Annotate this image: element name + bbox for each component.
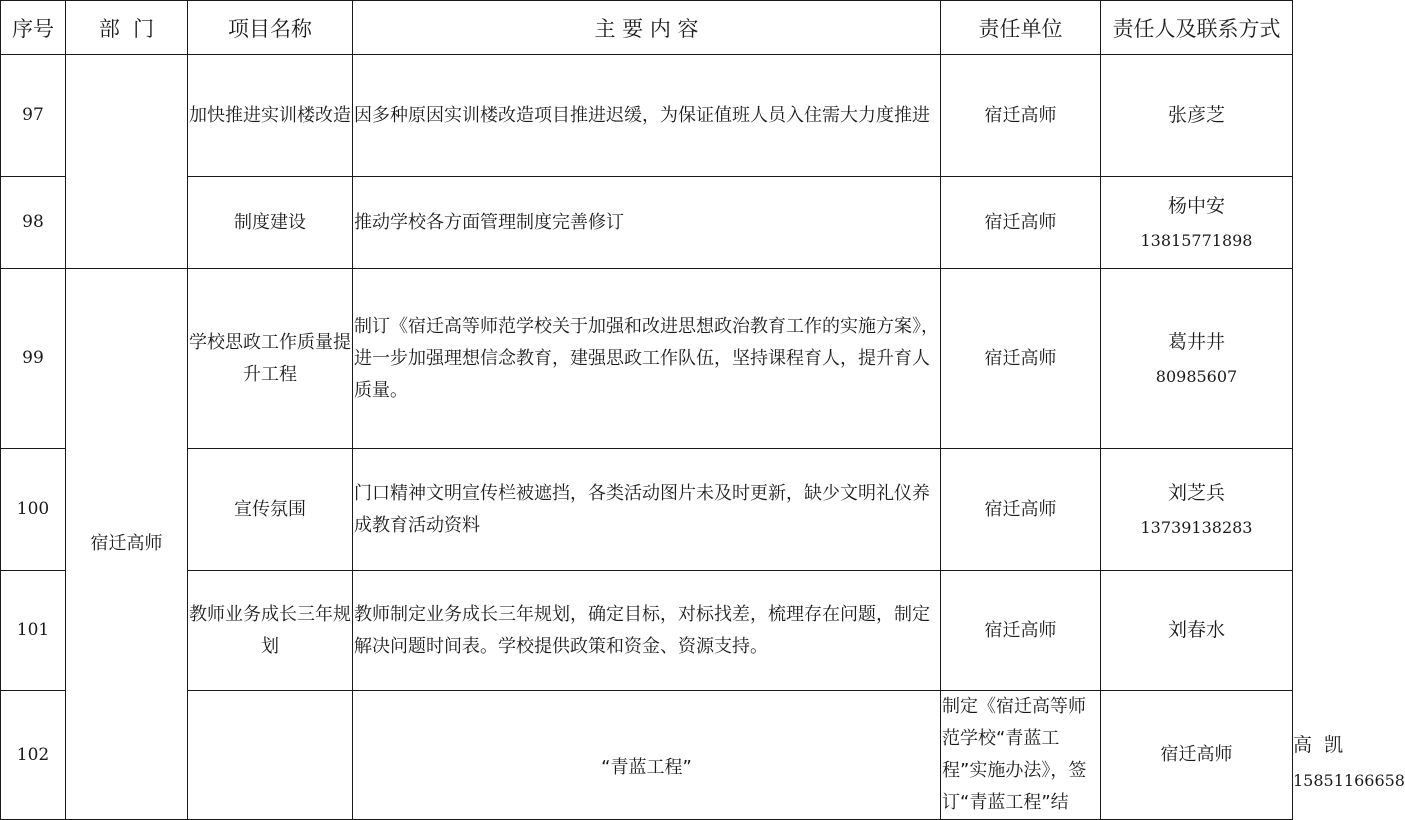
person-name: 杨中安 bbox=[1167, 194, 1225, 217]
responsible-person-cell bbox=[1101, 269, 1293, 449]
main-content: 因多种原因实训楼改造项目推进迟缓，为保证值班人员入住需大力度推进 bbox=[353, 55, 941, 177]
header-num: 序号 bbox=[1, 1, 66, 55]
project-name: 加快推进实训楼改造 bbox=[188, 55, 353, 177]
row-number: 99 bbox=[1, 269, 66, 449]
project-name: 教师业务成长三年规划 bbox=[188, 571, 353, 691]
main-content: 制定《宿迁高等师范学校“青蓝工程”实施办法》，签订“青蓝工程”结 bbox=[941, 691, 1101, 820]
person-name: 刘春水 bbox=[1167, 619, 1225, 642]
table-row bbox=[1, 55, 1293, 177]
project-name: 学校思政工作质量提升工程 bbox=[188, 269, 353, 449]
table-row: 102 “青蓝工程” 制定《宿迁高等师范学校“青蓝工程”实施办法》，签订“青蓝工程”结 宿迁高师 高 凯 15851166658 bbox=[1, 691, 1293, 820]
person-phone: 13815771898 bbox=[1140, 231, 1253, 251]
person-phone: 13739138283 bbox=[1140, 518, 1253, 538]
department-cell: 宿迁高师 bbox=[66, 269, 188, 820]
header-unit: 责任单位 bbox=[941, 1, 1101, 55]
header-name: 项目名称 bbox=[188, 1, 353, 55]
main-content: 教师制定业务成长三年规划，确定目标，对标找差，梳理存在问题，制定解决问题时间表。学校提供政策和资金、资源支持。 bbox=[353, 571, 941, 691]
responsible-unit: 宿迁高师 bbox=[941, 55, 1101, 177]
table-row bbox=[1, 269, 1293, 449]
row-number: 98 bbox=[1, 177, 66, 269]
person-name: 张彦芝 bbox=[1167, 104, 1225, 127]
table-row bbox=[1, 449, 1293, 571]
responsible-unit: 宿迁高师 bbox=[941, 177, 1101, 269]
project-name: 制度建设 bbox=[188, 177, 353, 269]
person-phone: 80985607 bbox=[1155, 367, 1238, 387]
header-content: 主 要 内 容 bbox=[353, 1, 941, 55]
responsible-unit: 宿迁高师 bbox=[941, 449, 1101, 571]
responsible-unit: 宿迁高师 bbox=[941, 571, 1101, 691]
responsible-unit: 宿迁高师 bbox=[1101, 691, 1293, 820]
main-content: 制订《宿迁高等师范学校关于加强和改进思想政治教育工作的实施方案》，进一步加强理想信念教育，建强思政工作队伍，坚持课程育人，提升育人质量。 bbox=[353, 269, 941, 449]
header-row bbox=[1, 1, 1293, 55]
responsible-person-cell bbox=[1101, 55, 1293, 177]
main-content: 门口精神文明宣传栏被遮挡，各类活动图片未及时更新，缺少文明礼仪养成教育活动资料 bbox=[353, 449, 941, 571]
person-name: 葛井井 bbox=[1167, 330, 1225, 353]
responsible-unit: 宿迁高师 bbox=[941, 269, 1101, 449]
main-content: 推动学校各方面管理制度完善修订 bbox=[353, 177, 941, 269]
table-row bbox=[1, 177, 1293, 269]
responsible-person-cell bbox=[1101, 177, 1293, 269]
header-dept: 部 门 bbox=[66, 1, 188, 55]
project-name: “青蓝工程” bbox=[353, 691, 941, 820]
responsible-person-cell bbox=[1101, 449, 1293, 571]
row-number: 102 bbox=[1, 691, 66, 820]
project-name: 宣传氛围 bbox=[188, 449, 353, 571]
row-number: 97 bbox=[1, 55, 66, 177]
table-row bbox=[1, 571, 1293, 691]
header-person: 责任人及联系方式 bbox=[1101, 1, 1293, 55]
row-number: 101 bbox=[1, 571, 66, 691]
dept-cell-blank bbox=[66, 55, 188, 269]
person-name: 刘芝兵 bbox=[1167, 481, 1225, 504]
row-number: 100 bbox=[1, 449, 66, 571]
responsible-person-cell bbox=[1101, 571, 1293, 691]
dept-cell-blank bbox=[188, 691, 353, 820]
